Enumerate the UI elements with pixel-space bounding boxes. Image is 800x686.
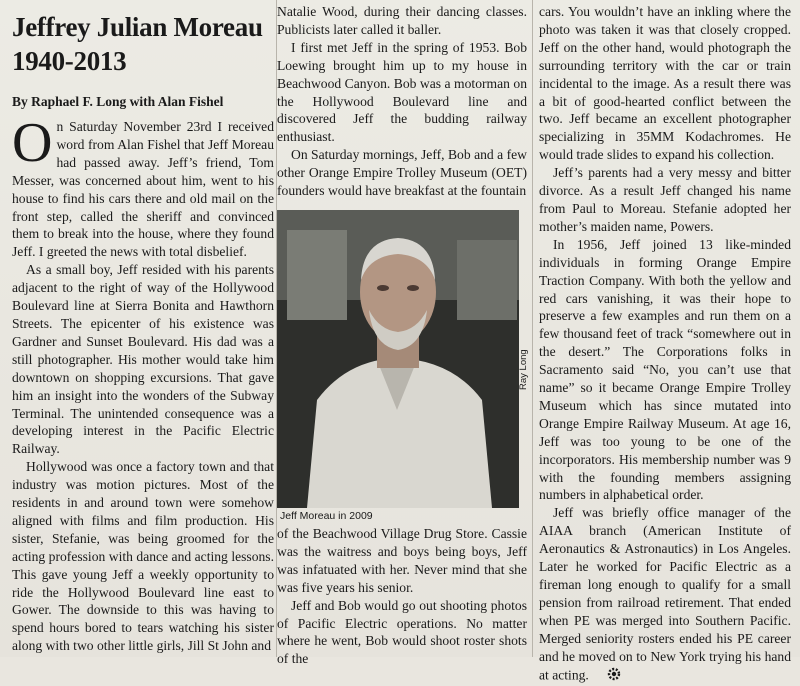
paragraph: Jeff and Bob would go out shooting photos of Pacific Electric operations. No matter where he went, Bob would shoot roster shots of the [277, 597, 527, 667]
photo-caption: Jeff Moreau in 2009 [280, 510, 373, 522]
column-divider [532, 0, 533, 657]
paragraph: cars. You wouldn’t have an inkling where the photo was taken it was that closely cropped. Jeff on the other hand, would photograph the surrounding territory with the car or train incidental to the image. As a result there was a bit of good-hearted conflict between the two. Jeff became an excellent photographer specializing in 35MM Kodachromes. He would trade slides to expand his collection. [539, 4, 791, 163]
paragraph: of the Beachwood Village Drug Store. Cassie was the waitress and boys being boys, Jeff was infatuated with her. Never mind that she was five years his senior. [277, 526, 527, 595]
paragraph: On Saturday mornings, Jeff, Bob and a few other Orange Empire Trolley Museum (OET) founders would have breakfast at the fountain [277, 147, 527, 199]
title-name: Jeffrey Julian Moreau [12, 12, 263, 42]
drop-cap: O [12, 112, 53, 174]
column-3 [539, 3, 791, 686]
paragraph: Jeff was briefly office manager of the AIAA branch (American Institute of Aeronautics & Astronautics) in Los Angeles. Later he worked for Pacific Electric as a fireman long enough to qualify for a small pension from railroad retirement. That ended when PE was merged into Southern Pacific. Merged seniority rosters ended his PE career and he moved on to New York trying his hand at acting. [539, 504, 791, 686]
portrait-photo [277, 210, 519, 508]
gear-end-mark-icon [592, 666, 622, 686]
title-years: 1940-2013 [12, 46, 127, 76]
paragraph: Jeff’s parents had a very messy and bitter divorce. As a result Jeff changed his name from Paul to Moreau. Stefanie adopted her mother’s maiden name, Powers. [539, 165, 791, 234]
column-1 [12, 112, 274, 655]
portrait-figure [277, 210, 527, 528]
photo-credit: Ray Long [518, 349, 529, 390]
byline: By Raphael F. Long with Alan Fishel [12, 94, 224, 109]
article-title [12, 10, 274, 78]
paragraph: Hollywood was once a factory town and that industry was motion pictures. Most of the residents in and around town were somehow aligned with films and film production. His sister, Stefanie, was being groomed for the acting profession with dance and acting lessons. This gave young Jeff a weekly opportunity to ride the Hollywood Boulevard line east to Gower. The downside to this was having to spend hours bored to tears watching his sister along with two other little girls, Jill St John and [12, 459, 274, 654]
paragraph: Natalie Wood, during their dancing classes. Publicists later called it baller. [277, 4, 527, 37]
paragraph: As a small boy, Jeff resided with his parents adjacent to the right of way of the Hollywood Boulevard line at Sierra Bonita and Hawthorn Streets. The epicenter of his existence was Gardner and Sunset Boulevard. His dad was a still photographer. His mother would take him downtown on shopping excursions. That gave him an insight into the wonders of the Subway Terminal. The unintended consequence was a developing interest in the Pacific Electric Railway. [12, 262, 274, 457]
column-2-continued [277, 525, 527, 668]
column-2 [277, 3, 527, 200]
paragraph: On Saturday November 23rd I received word from Alan Fishel that Jeff Moreau had passed away. Jeff’s friend, Tom Messer, was concerned about him, went to his house to find his cars there and old mail on the front step, called the sheriff and convinced them to break into the house, where they found Jeff. I greeted the news with total disbelief. [12, 112, 274, 260]
paragraph: In 1956, Jeff joined 13 like-minded individuals in forming Orange Empire Traction Company. With both the yellow and red cars vanishing, it was their hope to preserve a few examples and run them on a few thousand feet of track “somewhere out in the desert.” The Corporations folks in Sacramento said “No, you can’t use that name” so it became Orange Empire Trolley Museum which has since mutated into Orange Empire Railway Museum. At age 16, Jeff was too young to be one of the incorporators. His membership number was 9 with the founding members assigning numbers in alphabetical order. [539, 236, 791, 503]
paragraph: I first met Jeff in the spring of 1953. Bob Loewing brought him up to my house in Beachwood Canyon. Bob was a motorman on the Hollywood Boulevard line and discovered Jeff the budding railway enthusiast. [277, 39, 527, 145]
